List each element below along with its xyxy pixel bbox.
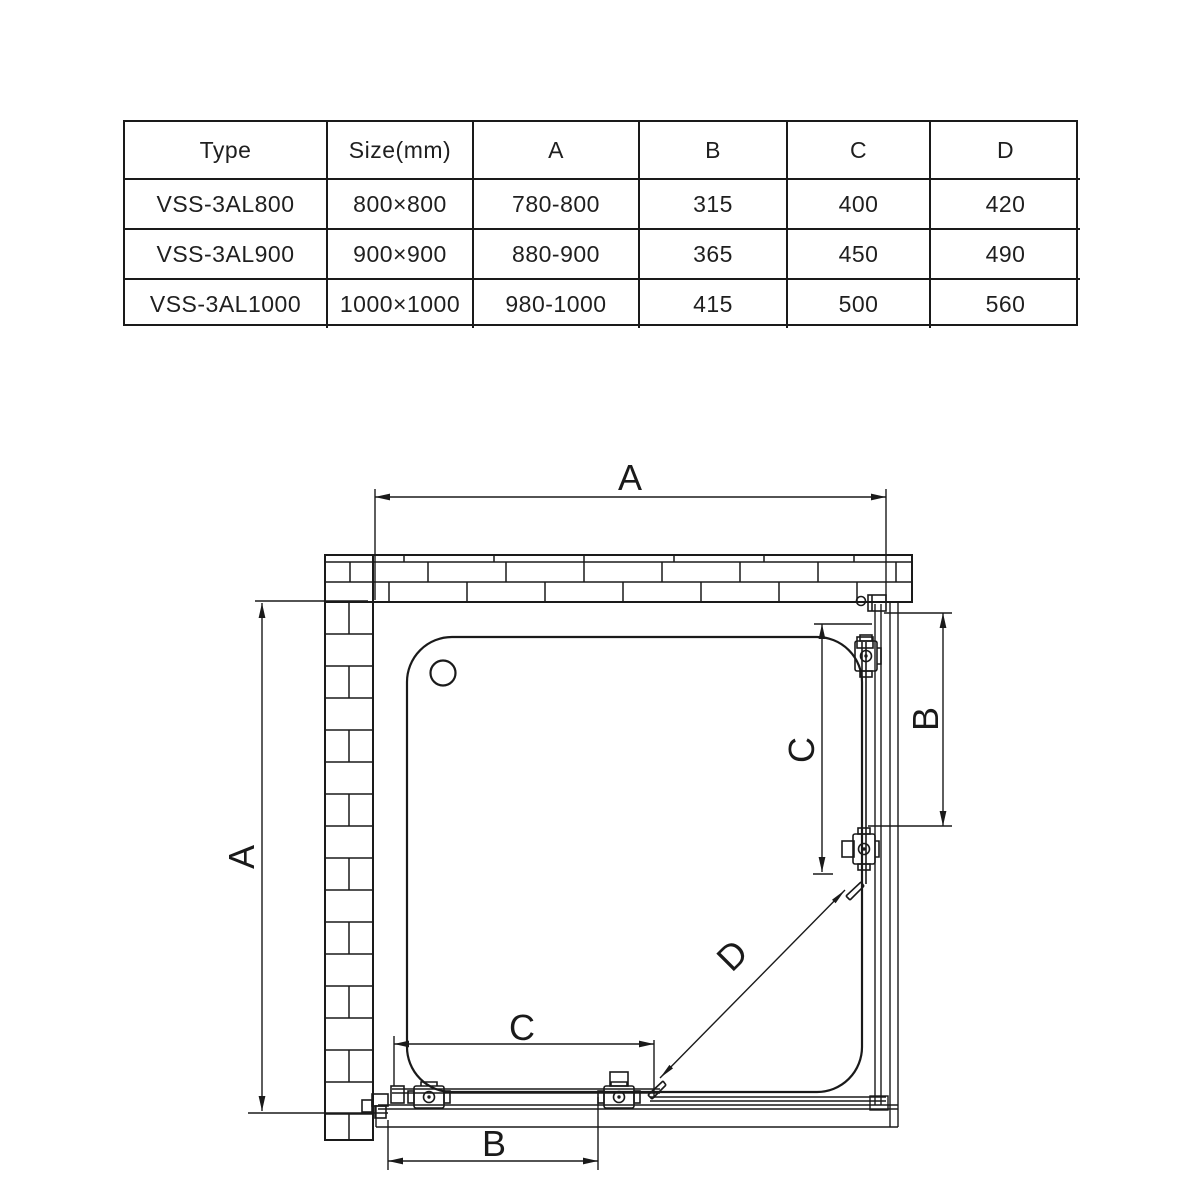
label-c-right: C [781,737,822,763]
table-header-c: C [786,122,929,178]
roller-right-top [855,635,881,677]
label-d-diagonal: D [708,931,756,979]
dimension-a-left [248,601,388,1113]
dimension-d-diagonal [660,890,845,1078]
side-wall [325,555,373,1140]
table-cell-type: VSS-3AL1000 [125,278,326,328]
table-header-size: Size(mm) [326,122,472,178]
table-cell-a: 980-1000 [472,278,638,328]
label-c-bottom: C [509,1007,535,1048]
table-cell-c: 400 [786,178,929,228]
table-cell-c: 500 [786,278,929,328]
table-header-a: A [472,122,638,178]
table-cell-size: 800×800 [326,178,472,228]
table-cell-d: 560 [929,278,1080,328]
table-cell-a: 880-900 [472,228,638,278]
label-b-right: B [905,706,946,732]
table-cell-d: 420 [929,178,1080,228]
table-header-d: D [929,122,1080,178]
table-cell-size: 1000×1000 [326,278,472,328]
table-header-b: B [638,122,786,178]
label-a-top: A [617,457,643,498]
table-cell-b: 365 [638,228,786,278]
table-cell-a: 780-800 [472,178,638,228]
top-wall [325,555,912,602]
roller-hardware [362,595,886,1118]
table-cell-c: 450 [786,228,929,278]
table-cell-d: 490 [929,228,1080,278]
table-cell-size: 900×900 [326,228,472,278]
roller-bottom-left [408,1082,450,1108]
dimensions [248,489,952,1170]
table-cell-b: 415 [638,278,786,328]
label-b-bottom: B [481,1123,507,1164]
dimension-a-top [375,489,886,602]
table-cell-type: VSS-3AL800 [125,178,326,228]
label-a-left: A [221,844,262,870]
table-cell-type: VSS-3AL900 [125,228,326,278]
shower-tray [407,637,862,1092]
table-header-type: Type [199,136,252,163]
table-cell-b: 315 [638,178,786,228]
drain-circle [431,661,456,686]
enclosure-frame [376,602,898,1127]
